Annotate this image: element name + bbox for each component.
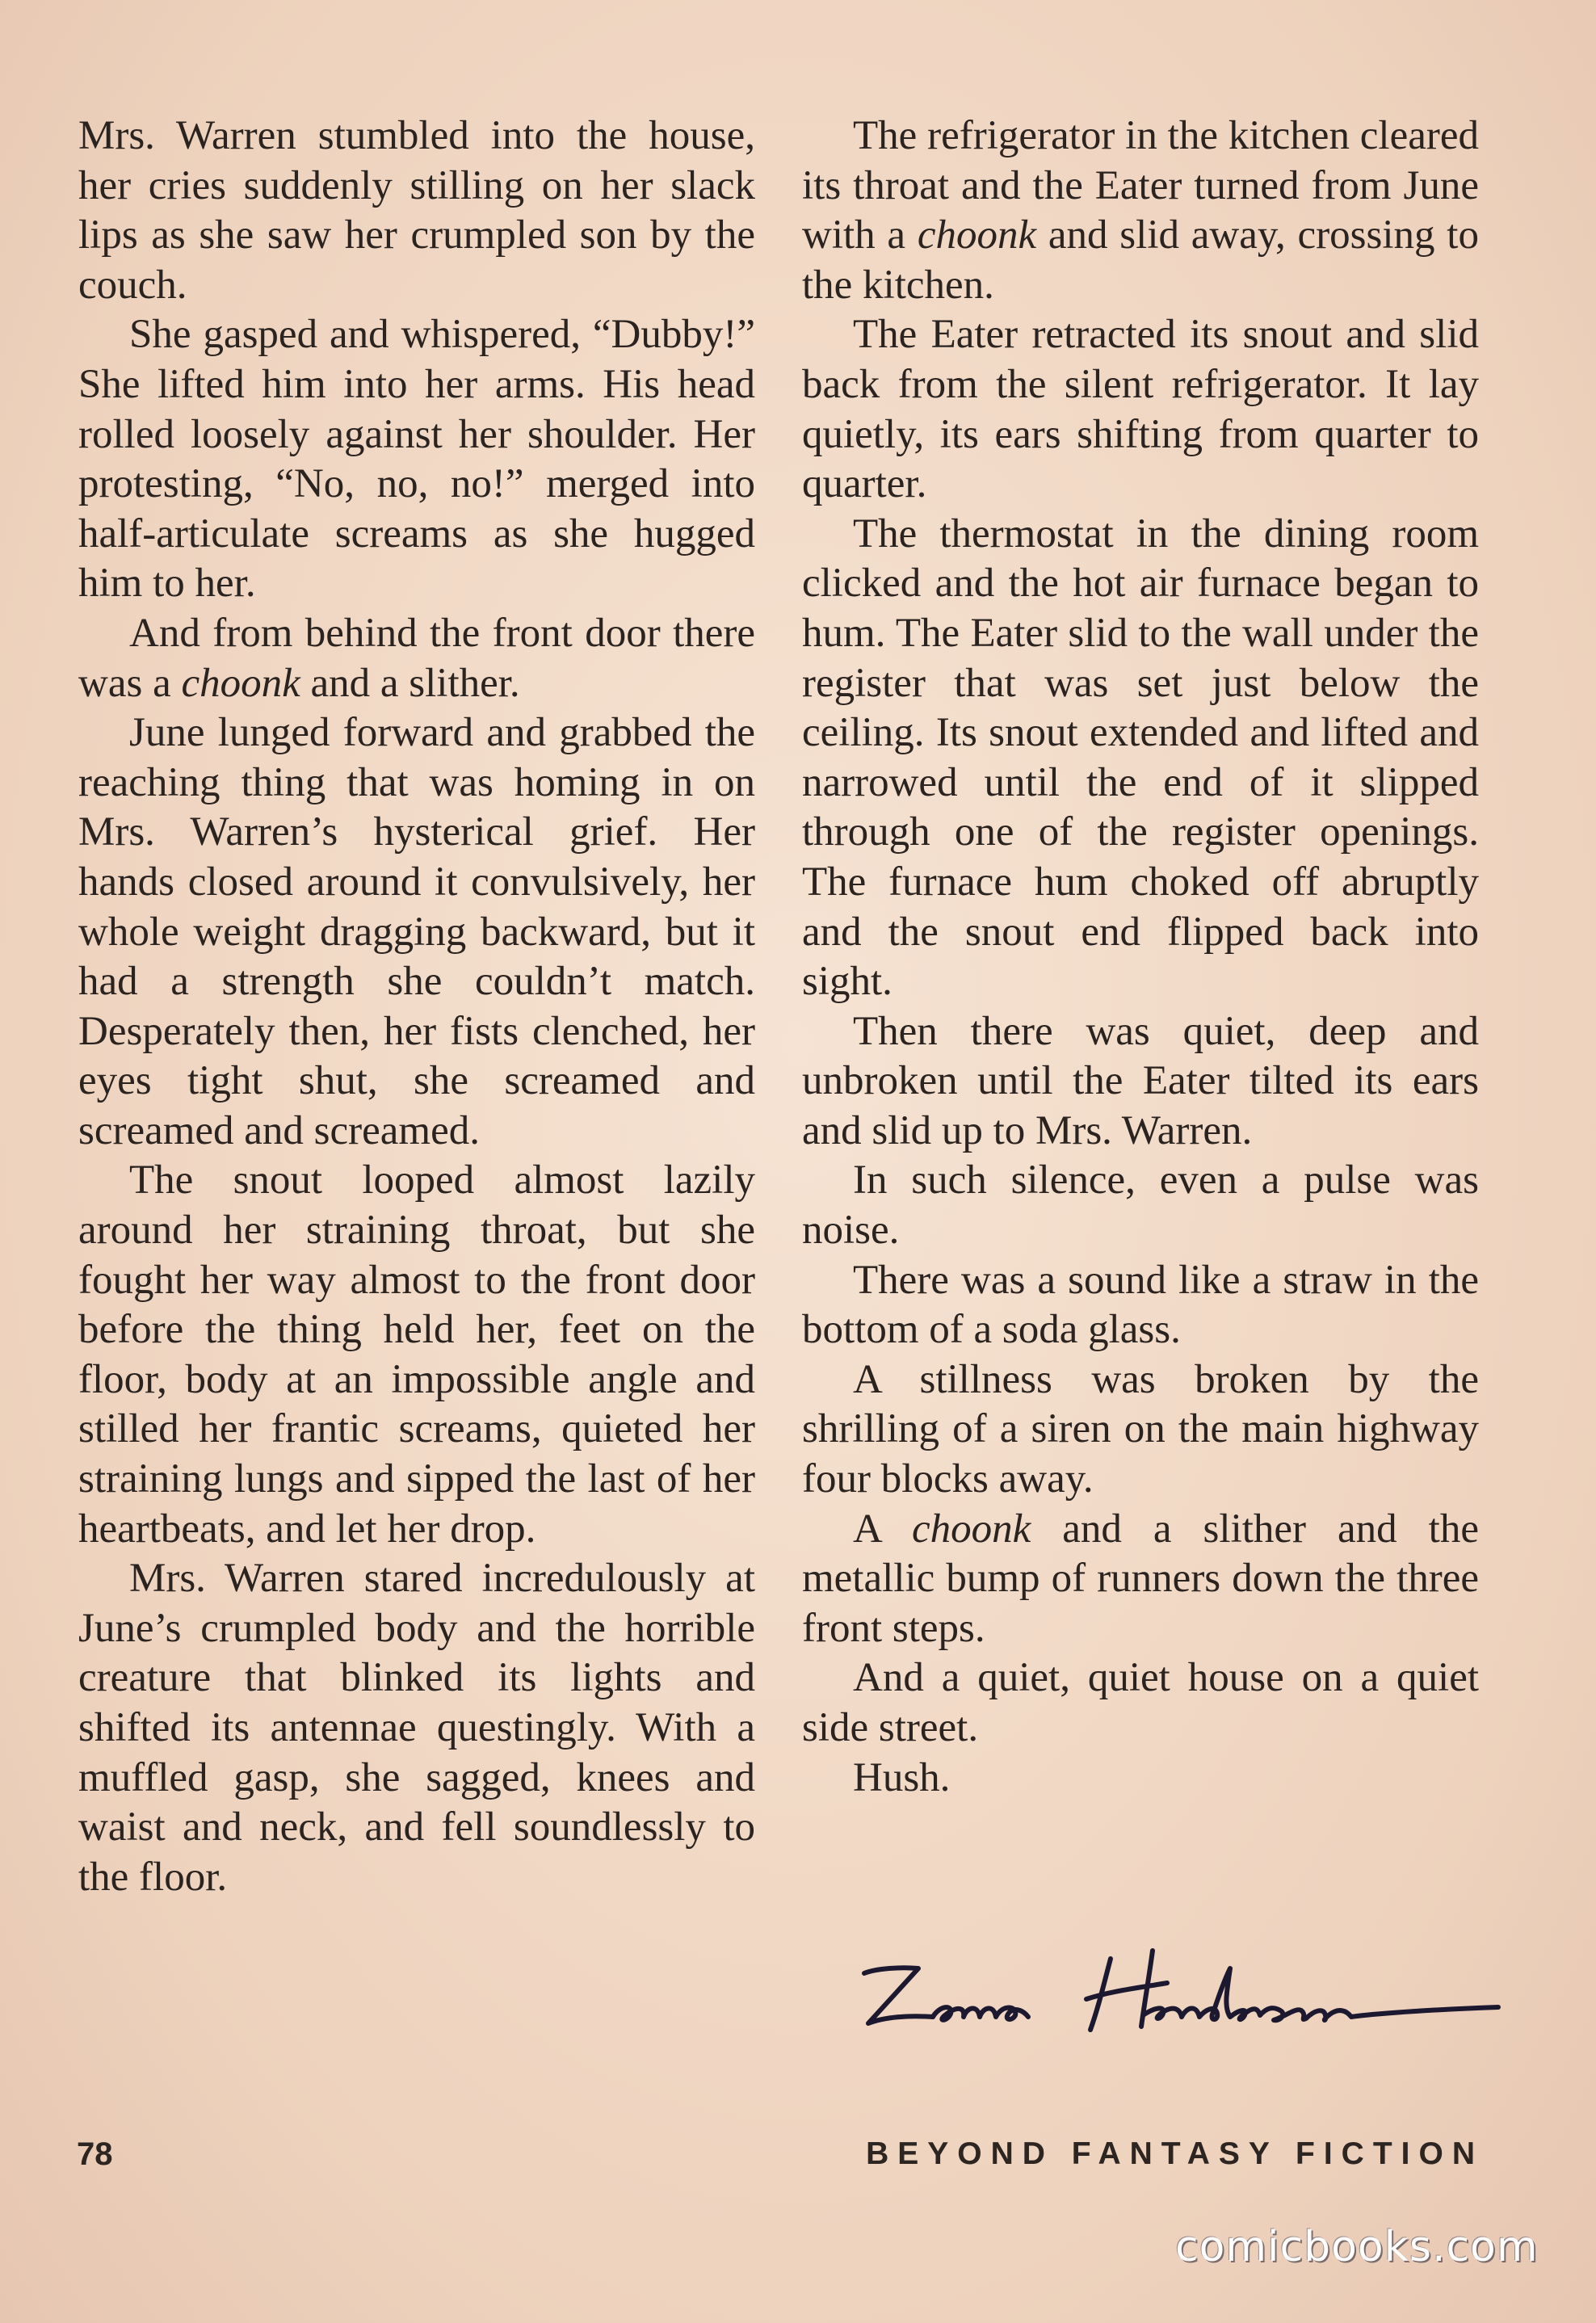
text-run: The refrigerator in the kitchen cleared its throat and the Eater turned from June with a bbox=[802, 113, 1479, 258]
text-run: And a quiet, quiet house on a quiet side street. bbox=[802, 1655, 1479, 1750]
italic-word: choonk bbox=[917, 212, 1037, 258]
body-paragraph bbox=[802, 1007, 1479, 1157]
watermark: comicbooks.com bbox=[1175, 2223, 1539, 2271]
text-run: and a slither and the metallic bump of runners down the three front steps. bbox=[802, 1506, 1479, 1651]
text-run: The snout looped almost lazily around her straining throat, but she fought her way almost to the front door before the thing held her, feet on the floor, body at an impossible angle and stilled her frantic screams, quieted her straining lungs and sipped the last of her heartbeats, and let her drop. bbox=[78, 1157, 755, 1552]
body-paragraph bbox=[802, 111, 1479, 310]
text-run: and slid away, crossing to the kitchen. bbox=[802, 212, 1479, 308]
text-run: In such silence, even a pulse was noise. bbox=[802, 1157, 1479, 1254]
text-run: and a slither. bbox=[300, 660, 520, 706]
body-paragraph bbox=[78, 111, 755, 310]
text-run: Then there was quiet, deep and unbroken until the Eater tilted its ears and slid up to Mrs. Warren. bbox=[802, 1008, 1479, 1153]
right-column bbox=[802, 111, 1479, 1803]
text-run: Mrs. Warren stared incredulously at June’s crumpled body and the horrible creature that blinked its lights and shifted its antennae questingly. With a muffled gasp, she sagged, knees and waist and neck, and fell soundlessly to the floor. bbox=[78, 1556, 755, 1900]
signature-handwriting bbox=[844, 1926, 1522, 2056]
text-run: The thermostat in the dining room clicked and the hot air furnace began to hum. The Eater slid to the wall under the register that was set just below the ceiling. Its snout extended and lifted and narrowed until the end of it slipped through one of the register openings. The furnace hum choked off abruptly and the snout end flipped back into sight. bbox=[802, 510, 1479, 1005]
text-run: A bbox=[853, 1506, 913, 1552]
italic-word: choonk bbox=[912, 1506, 1031, 1552]
body-paragraph bbox=[802, 310, 1479, 509]
body-paragraph bbox=[802, 1256, 1479, 1355]
body-paragraph bbox=[78, 609, 755, 708]
text-run: Mrs. Warren stumbled into the house, her cries suddenly stilling on her slack lips as she saw her crumpled son by the couch. bbox=[78, 113, 755, 308]
body-paragraph bbox=[802, 1156, 1479, 1255]
text-run: She gasped and whispered, “Dubby!” She lifted him into her arms. His head rolled loosely against her shoulder. Her protesting, “No, no, no!” merged into half-articulate screams as she hugged him to her. bbox=[78, 312, 755, 607]
left-column bbox=[78, 111, 755, 1902]
text-run: A stillness was broken by the shrilling of a siren on the main highway four blocks away. bbox=[802, 1356, 1479, 1502]
body-paragraph bbox=[802, 1355, 1479, 1505]
running-head: BEYOND FANTASY FICTION bbox=[866, 2136, 1484, 2171]
text-run: June lunged forward and grabbed the reaching thing that was homing in on Mrs. Warren’s hysterical grief. Her hands closed around it convulsively, her whole weight dragging backward, but it had a strength she couldn’t match. Desperately then, her fists clenched, her eyes tight shut, she screamed and screamed and screamed. bbox=[78, 710, 755, 1153]
body-paragraph bbox=[802, 1505, 1479, 1654]
body-paragraph bbox=[78, 310, 755, 609]
page-number: 78 bbox=[77, 2136, 113, 2172]
text-run: There was a sound like a straw in the bottom of a soda glass. bbox=[802, 1257, 1479, 1353]
body-paragraph bbox=[802, 1653, 1479, 1753]
author-signature bbox=[844, 1926, 1522, 2056]
text-run: Hush. bbox=[853, 1754, 951, 1800]
text-run: And from behind the front door there was a bbox=[78, 610, 755, 706]
body-paragraph bbox=[78, 708, 755, 1156]
body-paragraph bbox=[78, 1156, 755, 1554]
italic-word: choonk bbox=[181, 660, 300, 706]
body-paragraph bbox=[802, 1754, 1479, 1804]
text-run: The Eater retracted its snout and slid back from the silent refrigerator. It lay quietly, its ears shifting from quarter to quarter. bbox=[802, 312, 1479, 507]
body-paragraph bbox=[78, 1554, 755, 1902]
body-paragraph bbox=[802, 510, 1479, 1007]
